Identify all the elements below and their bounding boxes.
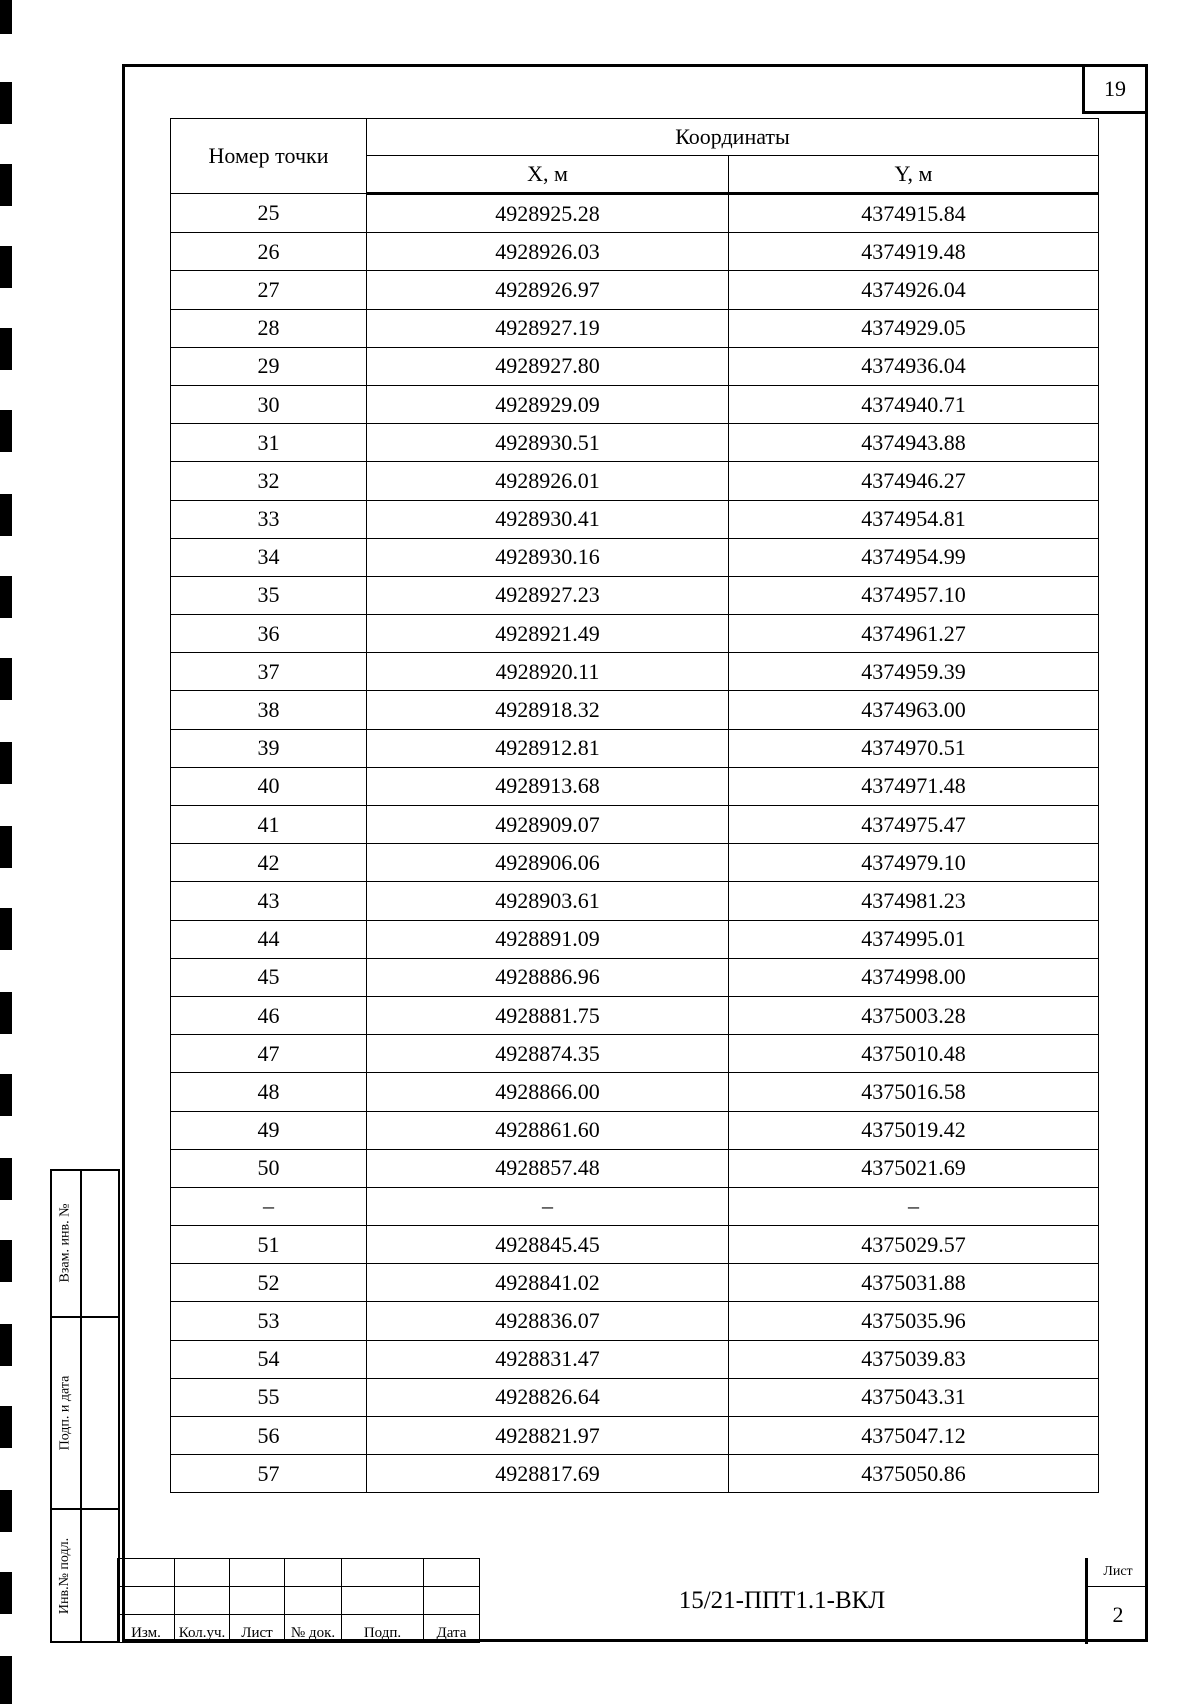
table-row bbox=[171, 1378, 1099, 1416]
signature-date-label: Подп. и дата bbox=[57, 1375, 73, 1451]
sheet-label: Лист bbox=[1088, 1558, 1148, 1587]
x-value: 4928930.16 bbox=[367, 538, 729, 576]
replacement-inventory-label: Взам. инв. № bbox=[57, 1203, 72, 1282]
point-number: 56 bbox=[171, 1417, 367, 1455]
table-row bbox=[171, 347, 1099, 385]
point-number: 30 bbox=[171, 385, 367, 423]
point-number: 45 bbox=[171, 958, 367, 996]
table-row bbox=[171, 538, 1099, 576]
y-value: 4375003.28 bbox=[729, 996, 1099, 1034]
coordinates-table bbox=[170, 118, 1099, 1493]
table-row bbox=[171, 1111, 1099, 1149]
table-row bbox=[171, 385, 1099, 423]
table-row bbox=[171, 691, 1099, 729]
y-value: 4374943.88 bbox=[729, 424, 1099, 462]
x-value: 4928927.23 bbox=[367, 576, 729, 614]
col-date: Дата bbox=[424, 1615, 480, 1643]
x-value: 4928831.47 bbox=[367, 1340, 729, 1378]
table-row bbox=[171, 576, 1099, 614]
header-x: X, м bbox=[367, 156, 729, 194]
table-row bbox=[171, 1073, 1099, 1111]
binder-mark bbox=[0, 1490, 12, 1532]
binder-mark bbox=[0, 1656, 12, 1704]
x-value: 4928817.69 bbox=[367, 1455, 729, 1493]
x-value: 4928836.07 bbox=[367, 1302, 729, 1340]
x-value: 4928857.48 bbox=[367, 1149, 729, 1187]
col-sheet: Лист bbox=[230, 1615, 285, 1643]
binder-mark bbox=[0, 992, 12, 1034]
table-row bbox=[171, 424, 1099, 462]
col-count: Кол.уч. bbox=[175, 1615, 230, 1643]
y-value: 4374946.27 bbox=[729, 462, 1099, 500]
table-row bbox=[171, 462, 1099, 500]
title-block bbox=[117, 1558, 1148, 1644]
point-number: 52 bbox=[171, 1264, 367, 1302]
y-value: 4375019.42 bbox=[729, 1111, 1099, 1149]
table-row bbox=[171, 1264, 1099, 1302]
y-value: 4374954.81 bbox=[729, 500, 1099, 538]
y-value: 4375029.57 bbox=[729, 1226, 1099, 1264]
y-value: 4374929.05 bbox=[729, 309, 1099, 347]
y-value: 4374959.39 bbox=[729, 653, 1099, 691]
table-row bbox=[171, 309, 1099, 347]
x-value: 4928909.07 bbox=[367, 806, 729, 844]
y-value: 4374971.48 bbox=[729, 767, 1099, 805]
x-value: 4928926.01 bbox=[367, 462, 729, 500]
x-value: 4928886.96 bbox=[367, 958, 729, 996]
point-number: 37 bbox=[171, 653, 367, 691]
table-row bbox=[171, 1035, 1099, 1073]
table-row bbox=[171, 996, 1099, 1034]
x-value: 4928913.68 bbox=[367, 767, 729, 805]
header-point-number: Номер точки bbox=[171, 119, 367, 194]
binder-mark bbox=[0, 0, 12, 34]
point-number: 54 bbox=[171, 1340, 367, 1378]
binder-mark bbox=[0, 1158, 12, 1200]
point-number: 35 bbox=[171, 576, 367, 614]
col-signature: Подп. bbox=[342, 1615, 424, 1643]
binder-mark bbox=[0, 494, 12, 536]
binder-mark bbox=[0, 164, 12, 206]
table-row bbox=[171, 729, 1099, 767]
table-row bbox=[171, 1187, 1099, 1225]
sheet-box bbox=[1085, 1558, 1148, 1644]
x-value: 4928927.80 bbox=[367, 347, 729, 385]
x-value: 4928921.49 bbox=[367, 615, 729, 653]
y-value: 4375010.48 bbox=[729, 1035, 1099, 1073]
x-value: 4928926.03 bbox=[367, 233, 729, 271]
y-value: 4375047.12 bbox=[729, 1417, 1099, 1455]
binder-mark bbox=[0, 1074, 12, 1116]
y-value: 4375039.83 bbox=[729, 1340, 1099, 1378]
table-row bbox=[171, 806, 1099, 844]
table-row bbox=[171, 1340, 1099, 1378]
header-y: Y, м bbox=[729, 156, 1099, 194]
x-value: 4928920.11 bbox=[367, 653, 729, 691]
point-number: 44 bbox=[171, 920, 367, 958]
y-value: 4374926.04 bbox=[729, 271, 1099, 309]
binder-mark bbox=[0, 742, 12, 784]
x-value: – bbox=[367, 1187, 729, 1225]
point-number: 29 bbox=[171, 347, 367, 385]
point-number: 38 bbox=[171, 691, 367, 729]
point-number: 33 bbox=[171, 500, 367, 538]
point-number: 47 bbox=[171, 1035, 367, 1073]
sheet-number: 2 bbox=[1112, 1602, 1124, 1627]
x-value: 4928918.32 bbox=[367, 691, 729, 729]
y-value: 4374940.71 bbox=[729, 385, 1099, 423]
point-number: 27 bbox=[171, 271, 367, 309]
col-doc-number: № док. bbox=[285, 1615, 342, 1643]
x-value: 4928903.61 bbox=[367, 882, 729, 920]
binder-mark bbox=[0, 576, 12, 618]
y-value: 4374975.47 bbox=[729, 806, 1099, 844]
binder-mark bbox=[0, 328, 12, 370]
table-row bbox=[171, 1149, 1099, 1187]
table-row bbox=[171, 1302, 1099, 1340]
table-row bbox=[171, 1455, 1099, 1493]
y-value: 4375050.86 bbox=[729, 1455, 1099, 1493]
table-row bbox=[171, 844, 1099, 882]
point-number: 41 bbox=[171, 806, 367, 844]
table-row bbox=[171, 767, 1099, 805]
table-row bbox=[171, 500, 1099, 538]
binder-mark bbox=[0, 826, 12, 868]
x-value: 4928821.97 bbox=[367, 1417, 729, 1455]
x-value: 4928891.09 bbox=[367, 920, 729, 958]
y-value: 4374915.84 bbox=[729, 194, 1099, 233]
point-number: 42 bbox=[171, 844, 367, 882]
table-row bbox=[171, 271, 1099, 309]
table-row bbox=[171, 233, 1099, 271]
table-row bbox=[171, 1417, 1099, 1455]
table-row bbox=[171, 615, 1099, 653]
original-inventory-label: Инв.№ подл. bbox=[57, 1537, 72, 1615]
binder-mark bbox=[0, 908, 12, 950]
binder-mark bbox=[0, 246, 12, 288]
point-number: 49 bbox=[171, 1111, 367, 1149]
binder-mark bbox=[0, 410, 12, 452]
page-number: 19 bbox=[1082, 64, 1148, 114]
y-value: 4374979.10 bbox=[729, 844, 1099, 882]
y-value: 4375016.58 bbox=[729, 1073, 1099, 1111]
y-value: 4375021.69 bbox=[729, 1149, 1099, 1187]
point-number: 36 bbox=[171, 615, 367, 653]
revision-grid bbox=[117, 1558, 480, 1643]
table-row bbox=[171, 653, 1099, 691]
y-value: 4374981.23 bbox=[729, 882, 1099, 920]
table-row bbox=[171, 920, 1099, 958]
y-value: 4374961.27 bbox=[729, 615, 1099, 653]
y-value: – bbox=[729, 1187, 1099, 1225]
y-value: 4375031.88 bbox=[729, 1264, 1099, 1302]
table-row bbox=[171, 194, 1099, 233]
document-code: 15/21-ППТ1.1-ВКЛ bbox=[678, 1587, 886, 1614]
x-value: 4928826.64 bbox=[367, 1378, 729, 1416]
point-number: – bbox=[171, 1187, 367, 1225]
table-row bbox=[171, 958, 1099, 996]
y-value: 4375035.96 bbox=[729, 1302, 1099, 1340]
point-number: 40 bbox=[171, 767, 367, 805]
x-value: 4928912.81 bbox=[367, 729, 729, 767]
point-number: 51 bbox=[171, 1226, 367, 1264]
point-number: 50 bbox=[171, 1149, 367, 1187]
binder-mark bbox=[0, 1324, 12, 1366]
binder-mark bbox=[0, 82, 12, 124]
point-number: 57 bbox=[171, 1455, 367, 1493]
col-change: Изм. bbox=[118, 1615, 175, 1643]
header-coordinates: Координаты bbox=[367, 119, 1099, 156]
point-number: 28 bbox=[171, 309, 367, 347]
point-number: 31 bbox=[171, 424, 367, 462]
table-row bbox=[171, 1226, 1099, 1264]
binder-mark bbox=[0, 1406, 12, 1448]
point-number: 43 bbox=[171, 882, 367, 920]
x-value: 4928930.51 bbox=[367, 424, 729, 462]
x-value: 4928929.09 bbox=[367, 385, 729, 423]
point-number: 53 bbox=[171, 1302, 367, 1340]
point-number: 39 bbox=[171, 729, 367, 767]
y-value: 4374998.00 bbox=[729, 958, 1099, 996]
table-row bbox=[171, 882, 1099, 920]
x-value: 4928874.35 bbox=[367, 1035, 729, 1073]
y-value: 4375043.31 bbox=[729, 1378, 1099, 1416]
point-number: 34 bbox=[171, 538, 367, 576]
x-value: 4928927.19 bbox=[367, 309, 729, 347]
binder-mark bbox=[0, 1572, 12, 1614]
point-number: 48 bbox=[171, 1073, 367, 1111]
point-number: 46 bbox=[171, 996, 367, 1034]
x-value: 4928841.02 bbox=[367, 1264, 729, 1302]
y-value: 4374963.00 bbox=[729, 691, 1099, 729]
x-value: 4928925.28 bbox=[367, 194, 729, 233]
x-value: 4928866.00 bbox=[367, 1073, 729, 1111]
y-value: 4374919.48 bbox=[729, 233, 1099, 271]
y-value: 4374957.10 bbox=[729, 576, 1099, 614]
point-number: 55 bbox=[171, 1378, 367, 1416]
binder-mark bbox=[0, 1240, 12, 1282]
x-value: 4928906.06 bbox=[367, 844, 729, 882]
x-value: 4928930.41 bbox=[367, 500, 729, 538]
y-value: 4374954.99 bbox=[729, 538, 1099, 576]
x-value: 4928845.45 bbox=[367, 1226, 729, 1264]
y-value: 4374995.01 bbox=[729, 920, 1099, 958]
x-value: 4928861.60 bbox=[367, 1111, 729, 1149]
point-number: 26 bbox=[171, 233, 367, 271]
x-value: 4928881.75 bbox=[367, 996, 729, 1034]
y-value: 4374970.51 bbox=[729, 729, 1099, 767]
binder-mark bbox=[0, 658, 12, 700]
y-value: 4374936.04 bbox=[729, 347, 1099, 385]
x-value: 4928926.97 bbox=[367, 271, 729, 309]
point-number: 25 bbox=[171, 194, 367, 233]
side-stamp-divider bbox=[80, 1169, 82, 1643]
point-number: 32 bbox=[171, 462, 367, 500]
